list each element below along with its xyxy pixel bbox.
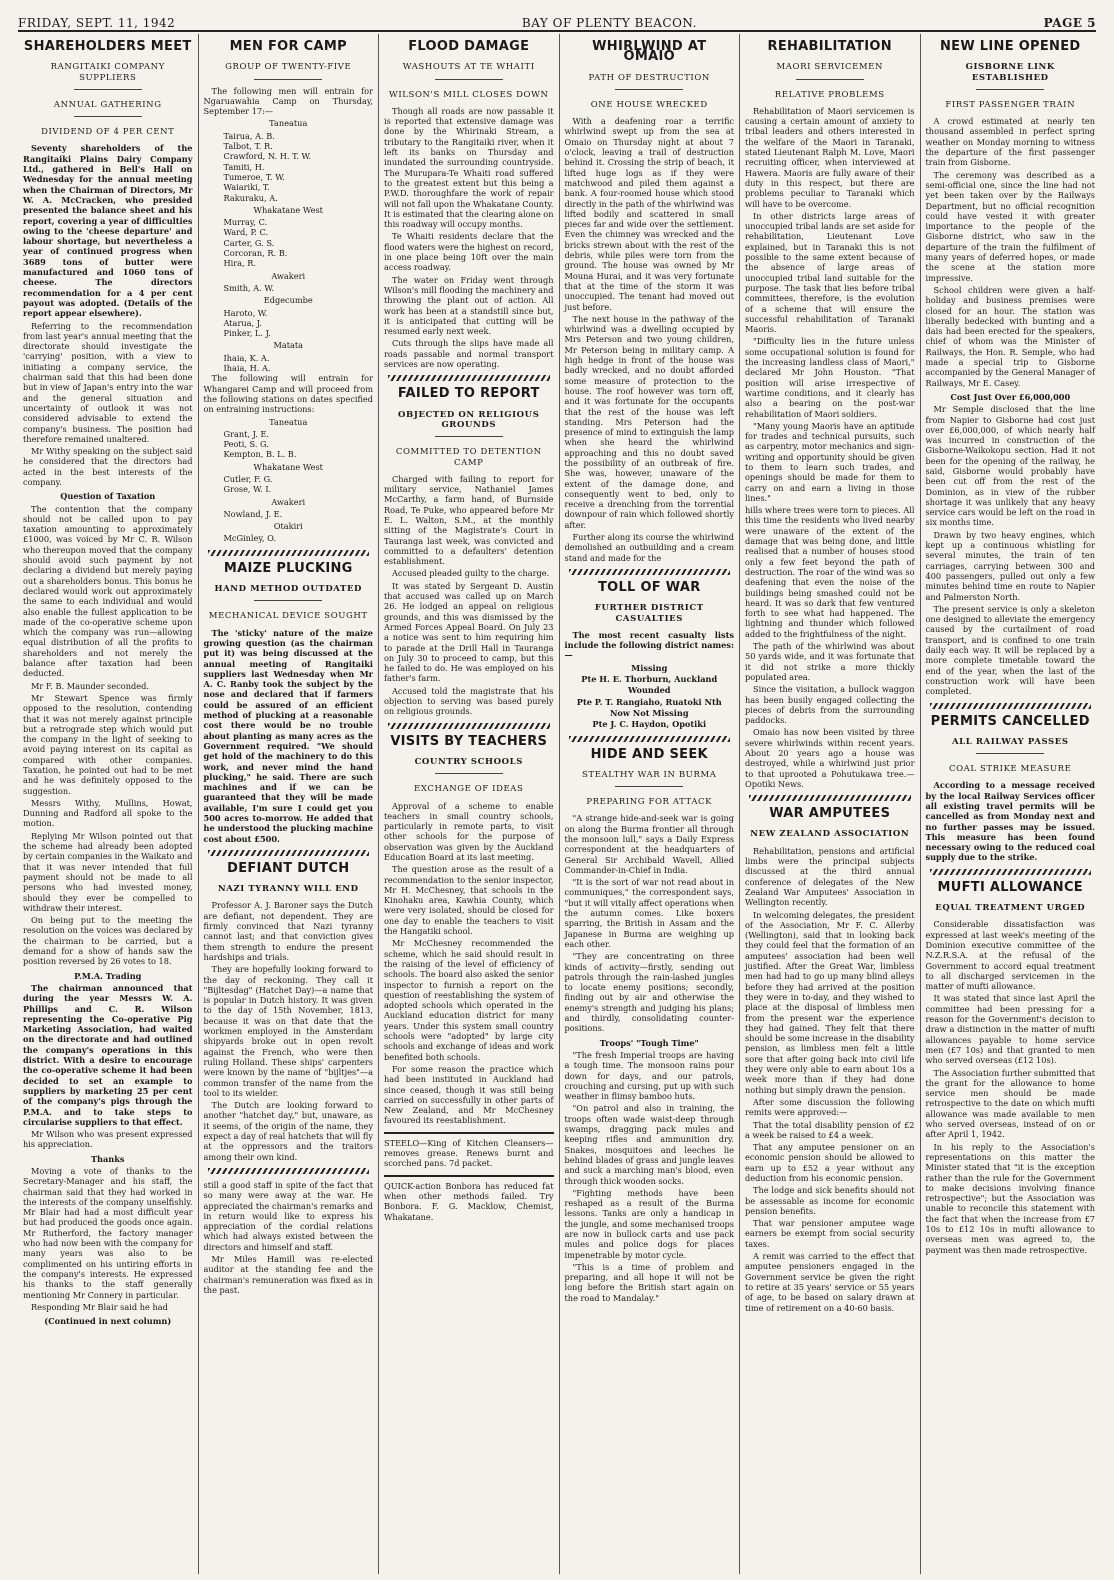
article-new-line-opened: [925, 39, 1096, 697]
divider: [615, 89, 683, 90]
group-heading: Taneatua: [269, 416, 308, 427]
paragraph: Accused told the magistrate that his objection to serving was based purely on religious grounds.: [384, 685, 554, 717]
name: Ward, P. C.: [223, 227, 269, 238]
divider: [388, 375, 550, 381]
group-heading: Otakiri: [273, 521, 303, 532]
divider: [74, 89, 142, 90]
subheadline: EXCHANGE OF IDEAS: [414, 784, 524, 795]
subheadline: ANNUAL GATHERING: [53, 99, 162, 110]
section-subhead: Question of Taxation: [60, 491, 156, 502]
paragraph: Messrs Withy, Mullins, Howat, Dunning and Radford all spoke to the motion.: [23, 797, 193, 829]
group-heading: Awakeri: [271, 270, 306, 281]
paragraph: The contention that the company should not be called upon to pay taxation amounting to approximately £1000, was voiced by Mr C. R. Wilson who thereupon moved that the company should avoid such payment by not declaring a dividend but merely paying out a shareholders bonus. This bonus he declared would work out approximately the same to each individual and would also enable the fullest application to be made of the co-operative scheme upon which the company was run—allowing equal distribution of all the profits to shareholders and not merely the balance after taxation had been deducted.: [23, 503, 193, 679]
paragraph: Seventy shareholders of the Rangitaiki Plains Dairy Company Ltd., gathered in Bell's Hall on Wednesday for the annual meeting when the Chairman of Directors, Mr W. A. McCracken, who presided presented the balance sheet and his report, covering a year of difficulties owing to the 'cheese departure' and labour shortage, but nevertheless a year of continued progress when 3689 tons of butter were manufactured and 1060 tons of cheese. The directors recommendation for a 4 per cent payout was adopted. (Details of the report appear elsewhere).: [23, 143, 193, 319]
section-subhead: P.M.A. Trading: [74, 970, 142, 981]
name: Murray, C.: [223, 217, 268, 228]
divider: [976, 89, 1044, 90]
column-3: [379, 34, 560, 1574]
headline: WAR AMPUTEES: [769, 806, 891, 822]
subheadline: MAORI SERVICEMEN: [776, 62, 884, 73]
paragraph: The chairman announced that during the year Messrs W. A. Phillips and C. R. Wilson representing the Co-operative Pig Marketing Association, had waited on the directorate and had outlined the company's operations in this district. With a desire to encourage the co-operative scheme it had been decided to set an example to suppliers by marketing 25 per cent of the company's pigs through the P.M.A. and to take steps to circularise suppliers to that effect.: [23, 982, 193, 1127]
paragraph: "Difficulty lies in the future unless some occupational solution is found for the increasing landless class of Maori," declared Mr John Houston. "That position will arise irrespective of wartime conditions, and it clearly has also a bearing on the post-war rehabilitation of Maori soldiers.: [745, 336, 915, 419]
name: Grose, W. I.: [223, 484, 272, 495]
casualty-category: Missing: [631, 662, 668, 673]
paragraph: That any amputee pensioner on an economic pension should be allowed to earn up to £52 a year without any deduction from his economic pension.: [745, 1142, 915, 1183]
section-subhead: Troops' "Tough Time": [599, 1037, 699, 1048]
name: Ihaia, H. A.: [223, 363, 271, 374]
masthead: [18, 4, 1096, 32]
subheadline: EQUAL TREATMENT URGED: [935, 903, 1086, 914]
article-flood-damage: [384, 39, 554, 370]
paragraph: "This is a time of problem and preparing, and all hope it will not be long before the British start again on the road to Mandalay.": [564, 1261, 734, 1303]
paragraph: The Dutch are looking forward to another "hatchet day," but, unaware, as it seems, of the origin of the name, they expect a day of real hatchets that will fly at the oppressors and the traitors among their own kind.: [203, 1100, 373, 1162]
paragraph: In other districts large areas of unoccupied tribal lands are set aside for rehabilitation, Lieutenant Love explained, but in Taranaki this is not possible to the same extent because of the absence of large areas of unoccupied tribal land suitable for the purpose. The task that lies before tribal committees, therefore, is the evolution of a scheme that will ensure the successful rehabilitation of Taranaki Maoris.: [745, 210, 915, 335]
divider: [435, 436, 503, 437]
article-men-for-camp: [203, 39, 374, 544]
paragraph: Mr Withy speaking on the subject said he considered that the directors had acted in the best interests of the company.: [23, 446, 193, 487]
paragraph: "On patrol and also in training, the troops often wade waist-deep through swamps, dragging pack mules and keeping rifles and ammunition dry. Snakes, mosquitoes and leeches lie behind blades of grass and jungle leaves and suck a marching man's blood, even through thick wooden socks.: [564, 1103, 734, 1186]
name: Cutler, F. G.: [223, 473, 273, 484]
subheadline: NEW ZEALAND ASSOCIATION: [750, 829, 910, 840]
subheadline: RELATIVE PROBLEMS: [774, 89, 885, 100]
paragraph: Mr McChesney recommended the scheme, which he said should result in the raising of the level of efficiency of schools. The board also asked the senior inspector to furnish a report on the question of reestablishing the system of adopted schools which operated in the Auckland education district for many years. Under this system small country schools were "adopted" by large city schools and exchange of ideas and work benefited both schools.: [384, 938, 554, 1062]
casualty-category: Wounded: [627, 685, 671, 696]
paragraph: They are hopefully looking forward to the day of reckoning. They call it "Bijltesdag" (Hatchet Day)—a name that is popular in Dutch history. It was given to the day of 15th November, 1813, because it was on that date that the workmen employed in the Amsterdam shipyards broke out in open revolt against the French, who were then ruling Holland. These ships' carpenters were known by the name of "bijltjes"—a common transfer of the name from the tool to its wielder.: [203, 964, 373, 1098]
column-1: [18, 34, 199, 1574]
continued-note: (Continued in next column): [44, 1316, 172, 1327]
paper-title: BAY OF PLENTY BEACON.: [521, 16, 697, 30]
subheadline: COAL STRIKE MEASURE: [948, 764, 1072, 775]
paragraph: Mr F. B. Maunder seconded.: [31, 680, 149, 691]
article-whirlwind-at-omaio: [564, 39, 735, 563]
name: Talbot, T. R.: [223, 141, 273, 152]
name: Peoti, S. G.: [223, 439, 269, 450]
paragraph: The path of the whirlwind was about 50 yards wide, and it was fortunate that it did not strike a more thickly populated area.: [745, 641, 915, 682]
name: Ihaia, K. A.: [223, 352, 270, 363]
name: McGinley, O.: [223, 533, 276, 544]
headline: WHIRLWIND AT OMAIO: [592, 39, 707, 65]
name: Grant, J. E.: [223, 428, 270, 439]
article-mufti-allowance: [925, 879, 1096, 1255]
group-heading: Edgecumbe: [263, 295, 313, 306]
group-heading: Awakeri: [271, 496, 306, 507]
paragraph: The present service is only a skeleton one designed to alleviate the emergency caused by the curtailment of road transport, and is confined to one train daily each way. It will be replaced by a more complete timetable toward the end of the year, when the last of the construction work will have been completed.: [925, 603, 1095, 697]
paragraph: The 'sticky' nature of the maize growing question (as the chairman put it) was being discussed at the annual meeting of Rangitaiki suppliers last Wednesday when Mr A. C. Ranby took the subject by the nose and declared that if farmers could be assured of an efficient method of plucking at a reasonable cost there would be no trouble about planting as many acres as the Government required. "We should get hold of the machinery to do this work, and never mind the hand plucking," he said. There are such machines and if we can be guaranteed that they will be made available, I'm sure I could get you 500 acres to-morrow. He added that he understood the plucking machine cost about £500.: [203, 627, 373, 844]
name-list: [204, 283, 374, 293]
name: Smith, A. W.: [223, 282, 274, 293]
headline: DEFIANT DUTCH: [227, 860, 350, 876]
paragraph: The following will entrain for Whangarei Camp and will proceed from the following stations on dates specified on entraining instructions:: [203, 373, 373, 415]
headline: FLOOD DAMAGE: [408, 39, 530, 54]
page-number: PAGE 5: [1043, 16, 1096, 30]
subheadline: OBJECTED ON RELIGIOUS GROUNDS: [398, 409, 540, 430]
name: Rakuraku, A.: [223, 192, 278, 203]
group-heading: Taneatua: [269, 118, 308, 129]
paragraph: For some reason the practice which had been instituted in Auckland had since ceased, though it was still being carried on successfully in other parts of New Zealand, and Mr McChesney favoured its reestablishment.: [384, 1063, 554, 1126]
headline: HIDE AND SEEK: [590, 746, 708, 762]
paragraph: "The fresh Imperial troops are having a tough time. The monsoon rains pour down for days, and our patrols, crouching and cursing, put up with such weather in flimsy bamboo huts.: [564, 1049, 734, 1102]
headline: MUFTI ALLOWANCE: [937, 879, 1083, 895]
ad-text: STEELO—King of Kitchen Cleansers—removes grease. Renews burnt and scorched pans. 7d packet.: [384, 1137, 554, 1169]
subheadline: COUNTRY SCHOOLS: [414, 756, 523, 767]
column-6: [921, 34, 1101, 1574]
article-toll-of-war: [564, 579, 735, 730]
paragraph: In welcoming delegates, the president of the Association, Mr F. C. Allerby (Wellington), said that in looking back they could feel that the formation of an amputees' association had been well justified. After the Great War, limbless men had had to go up many blind alleys before they had arrived at the position they were in to-day, and they wished to place at the disposal of limbless men from the present war the experience they had gained. They felt that there should be some increase in the disability pension, as limbless men felt a little sore that after going back into civil life they were only able to earn about 10s a week more than if they had done nothing but simply drawn the pension.: [745, 909, 915, 1095]
paragraph: Mr Wilson who was present expressed his appreciation.: [23, 1129, 193, 1150]
column-5: [740, 34, 921, 1574]
headline: SHAREHOLDERS MEET: [23, 39, 192, 54]
headline: MEN FOR CAMP: [229, 39, 347, 54]
group-heading: Matata: [273, 340, 304, 351]
paragraph: "A strange hide-and-seek war is going on along the Burma frontier all through the monsoon lull," says a Daily Express correspondent at the headquarters of General Sir Archibald Wavell, Allied Commander-in-Chief in India.: [564, 813, 734, 875]
name: Carter, G. S.: [223, 237, 275, 248]
name: Atarua, J.: [223, 317, 262, 328]
subheadline: FIRST PASSENGER TRAIN: [945, 99, 1076, 110]
name-list: [204, 429, 374, 460]
subheadline: GROUP OF TWENTY-FIVE: [225, 62, 352, 73]
paragraph: Mr Semple disclosed that the line from Napier to Gisborne had cost just over £6,000,000, of which nearly half was incurred in construction of the Gisborne-Waikokopu section. Had it not been for the opening of the railway, he said, Gisborne would probably have been cut off from the rest of the Dominion, as in view of the rubber shortage it was unlikely that any heavy service cars would be left on the road in six months time.: [925, 404, 1095, 528]
paragraph: It was stated by Sergeant D. Austin that accused was called up on March 26. He lodged an appeal on religious grounds, and this was dismissed by the Armed Forces Appeal Board. On July 23 a notice was sent to him requiring him to parade at the Drill Hall in Tauranga on July 30 to proceed to camp, but this he failed to do. He was employed on his father's farm.: [384, 580, 554, 684]
advertisement: [384, 1175, 554, 1222]
paragraph: Rehabilitation of Maori servicemen is causing a certain amount of anxiety to tribal leaders and others interested in the welfare of the Maori in Taranaki, stated Lieutenant Ralph M. Love, Maori recruiting officer, when interviewed at Hawera. Maoris are fully aware of their duty in this respect, but there are problems peculiar to Taranaki which will have to be overcome.: [745, 105, 915, 209]
divider: [435, 79, 503, 80]
paragraph: Cuts through the slips have made all roads passable and normal transport services are now operating.: [384, 338, 554, 370]
advertisement: [384, 1132, 554, 1169]
paragraph: "They are concentrating on three kinds of activity—firstly, sending out patrols through the rain-lashed jungles to locate enemy positions; secondly, finding out by air and otherwise the enemy's strength and judging his plans; and thirdly, consolidating counter-positions.: [564, 951, 734, 1034]
section-subhead: Thanks: [90, 1153, 125, 1164]
headline: MAIZE PLUCKING: [223, 560, 353, 576]
paragraph: Te Whaiti residents declare that the flood waters were the highest on record, in one place being 10ft over the main access roadway.: [384, 231, 554, 273]
paragraph: That the total disability pension of £2 a week be raised to £4 a week.: [745, 1119, 915, 1140]
name: Hira, R.: [223, 258, 257, 269]
paragraph: School children were given a half-holiday and business premises were closed for an hour. The station was liberally bedecked with bunting and a dais had been erected for the speakers, chief of whom was the Minister of Railways, the Hon. R. Semple, who had made a special trip to Gisborne accompanied by the General Manager of Railways, Mr E. Casey.: [925, 284, 1095, 388]
section-subhead: Cost Just Over £6,000,000: [950, 391, 1071, 402]
name-list: [204, 533, 374, 543]
subheadline: STEALTHY WAR IN BURMA: [582, 769, 717, 780]
paragraph: Drawn by two heavy engines, which kept up a continuous whistling for several minutes, the train of ten carriages, carrying between 300 and 400 passengers, pulled out only a few minutes behind time en route to Napier and Palmerston North.: [925, 529, 1095, 602]
paragraph: "Fighting methods have been reshaped as a result of the Burma lessons. Tanks are only a handicap in the jungle, and some mechanised troops are now in bullock carts and use pack mules and police dogs for places impenetrable by motor cycle.: [564, 1187, 734, 1260]
paragraph: Professor A. J. Baroner says the Dutch are defiant, not dependent. They are firmly convinced that Nazi tyranny cannot last; and that conviction gives them strength to endure the present hardships and trials.: [203, 900, 373, 962]
casualty-category: Now Not Missing: [609, 707, 689, 718]
paragraph: Accused pleaded guilty to the charge.: [392, 568, 550, 579]
casualty-name: Pte H. E. Thorburn, Auckland: [581, 674, 718, 685]
subheadline: DIVIDEND OF 4 PER CENT: [41, 127, 175, 138]
subheadline: PREPARING FOR ATTACK: [586, 797, 713, 808]
paragraph: A crowd estimated at nearly ten thousand assembled in perfect spring weather on Monday morning to witness the departure of the first passenger train from Gisborne.: [925, 116, 1095, 168]
article-hide-and-seek: [564, 746, 735, 1304]
name: Haroto, W.: [223, 307, 268, 318]
subheadline: PATH OF DESTRUCTION: [588, 72, 710, 83]
paragraph: The most recent casualty lists include the following district names:—: [564, 629, 734, 661]
paragraph: The question arose as the result of a recommendation to the senior inspector, Mr H. McChesney, that schools in the Kinohaku area, Kawhia County, which were very isolated, should be closed for one day to enable the teachers to visit the Hangatiki school.: [384, 864, 554, 937]
article-permits-cancelled: [925, 713, 1096, 863]
paragraph: The ceremony was described as a semi-official one, since the line had not yet been taken over by the Railways Department, but no official recognition could have vested it with greater importance to the people of the Gisborne district, who saw in the departure of the train the fulfilment of many years of deferred hopes, or made the scene at the station more impressive.: [925, 169, 1095, 283]
divider: [208, 850, 370, 856]
subheadline: WASHOUTS AT TE WHAITI: [402, 62, 535, 73]
headline: FAILED TO REPORT: [397, 386, 540, 402]
columns: [18, 34, 1100, 1574]
subheadline: ALL RAILWAY PASSES: [951, 736, 1069, 747]
subheadline: ONE HOUSE WRECKED: [590, 99, 708, 110]
headline: TOLL OF WAR: [597, 579, 701, 595]
paragraph: "It is the sort of war not read about in communiques," the correspondent says, "but it will vitally affect operations when the autumn comes. Like boxers sparring, the British in Assam and the Japanese in Burma are weighing up each other.: [564, 877, 734, 949]
name: Pinker, L. J.: [223, 328, 271, 339]
casualty-name: Pte P. T. Rangiaho, Ruatoki Nth: [576, 696, 722, 707]
headline: REHABILITATION: [767, 39, 892, 54]
name: Tamiti, H.: [223, 161, 265, 172]
divider: [976, 753, 1044, 754]
article-maize-plucking: [203, 560, 374, 844]
divider: [254, 79, 322, 80]
divider: [615, 786, 683, 787]
headline: PERMITS CANCELLED: [930, 713, 1090, 729]
subheadline: MECHANICAL DEVICE SOUGHT: [208, 611, 368, 622]
name: Tumeroe, T. W.: [223, 171, 285, 182]
paragraph: Further along its course the whirlwind demolished an outbuilding and a cream stand and made for the: [564, 532, 734, 563]
paragraph: The Association further submitted that the grant for the allowance to home service men should be made retrospective to the date on which mufti allowance was made available to men who served overseas, instead of on or after April 1, 1942.: [925, 1067, 1095, 1140]
subheadline: RANGITAIKI COMPANY SUPPLIERS: [50, 62, 165, 83]
divider: [930, 703, 1092, 709]
paragraph: Omaio has now been visited by three severe whirlwinds within recent years. About 20 years ago a house was destroyed, while a whirlwind just prior to that uprooted a Pohutukawa tree.—Opotiki News.: [745, 727, 915, 789]
article-failed-to-report: [384, 386, 554, 717]
paragraph: The following men will entrain for Ngaruawahia Camp on Thursday, September 17:—: [203, 85, 373, 117]
paragraph: Considerable dissatisfaction was expressed at last week's meeting of the Dominion executive committee of the N.Z.R.S.A. at the refusal of the Government to accord equal treatment to all discharged servicemen in the matter of mufti allowance.: [925, 919, 1095, 992]
divider: [930, 869, 1092, 875]
paragraph: Rehabilitation, pensions and artificial limbs were the principal subjects discussed at the third annual conference of delegates of the New Zealand War Amputees' Association in Wellington recently.: [745, 845, 915, 908]
article-visits-by-teachers: [384, 733, 554, 1126]
paragraph: "Many young Maoris have an aptitude for trades and technical pursuits, such as carpentry, motor mechanics and sign-writing and opportunity should be given to them to learn such trades, and openings should be made for them to carry on and earn a living in those lines.": [745, 420, 915, 503]
paragraph: According to a message received by the local Railway Services officer all existing travel permits will be cancelled as from Monday next and no further passes may be issued. This measure has been found necessary owing to the reduced coal supply due to the strike.: [925, 780, 1095, 863]
paragraph: The water on Friday went through Wilson's mill flooding the machinery and throwing the plant out of action. All work has been at a standstill since but, it is anticipated that cutting will be resumed early next week.: [384, 274, 554, 337]
divider: [208, 550, 370, 556]
subheadline: GISBORNE LINK ESTABLISHED: [965, 62, 1055, 83]
column-2: [199, 34, 380, 1574]
divider: [749, 795, 911, 801]
paragraph: The next house in the pathway of the whirlwind was a dwelling occupied by Mrs Peterson and two young children, Mr Peterson being in military camp. A high hedge in front of the house was badly wrecked, and no doubt afforded some measure of protection to the house. The roof however was torn off, and it was fortunate for the occupants that the rest of the house was left standing. Mrs Peterson had the presence of mind to extinguish the lamp when she heard the whirlwind approaching and this no doubt saved the possibility of an outbreak of fire. She was, however, unaware of the extent of the damage done, and consequently went to bed, only to receive a drenching from the torrential downpour of rain which followed shortly after.: [564, 313, 734, 530]
paragraph: Charged with failing to report for military service, Nathaniel James McCarthy, a farm hand, of Burnside Road, Te Puke, who appeared before Mr E. L. Walton, S.M., at the monthly sitting of the Magistrate's Court in Tauranga last week, was convicted and committed to a defaulters' detention establishment.: [384, 473, 554, 567]
paragraph: That war pensioner amputee wage earners be exempt from social security taxes.: [745, 1218, 915, 1249]
article-war-amputees: [745, 806, 915, 1313]
article-rehabilitation: [745, 39, 915, 789]
name: Crawford, N. H. T. W.: [223, 151, 312, 162]
paragraph: It was stated that since last April the committee had been pressing for a reason for the Government's decision to draw a distinction in the matter of mufti allowances payable to home service men (£7 10s) and that granted to men who served overseas (£12 10s).: [925, 993, 1095, 1066]
divider: [254, 600, 322, 601]
paragraph: Moving a vote of thanks to the Secretary-Manager and his staff, the chairman said that they had worked in the interests of the company unselfishly. Mr Blair had had a most difficult year but had produced the goods once again. Mr Rutherford, the factory manager who had now been with the company for many years was also to be complimented on his untiring efforts in the company's interests. He expressed his thanks to the staff generally mentioning Mr Connery in particular.: [23, 1165, 193, 1300]
name-list: [204, 308, 374, 339]
name: Corcoran, R. B.: [223, 248, 288, 259]
column-4: [560, 34, 741, 1574]
divider: [796, 79, 864, 80]
subheadline: NAZI TYRANNY WILL END: [217, 884, 359, 895]
name: Nowland, J. E.: [223, 508, 283, 519]
article-continued-shareholders: [204, 1180, 374, 1295]
subheadline: COMMITTED TO DETENTION CAMP: [395, 447, 542, 468]
name-list: [204, 131, 374, 203]
paragraph: Though all roads are now passable it is reported that extensive damage was done by the Whirinaki Stream, a tributary to the Rangitaiki river, when it left its banks on Thursday and inundated the surrounding countryside. The Murupara-Te Whaiti road suffered to the greatest extent but this being a P.W.D. thoroughfare the work of repair will not fall upon the Whakatane County. It is estimated that the clearing alone on this roadway will occupy months.: [384, 105, 554, 230]
paragraph: Since the visitation, a bullock waggon has been busily engaged collecting the pieces of debris from the surrounding paddocks.: [745, 684, 915, 726]
paragraph: hills where trees were torn to pieces. All this time the residents who lived nearby were unaware of the extent of the damage that was being done, and little realised that a number of houses stood only a few feet beyond the path of destruction. The roar of the wind was so deafening that even the noise of the buildings being smashed could not be heard. It was so dark that few ventured forth to see what had happened. The lightning and thunder which followed added to the frightfulness of the night.: [745, 505, 915, 639]
paragraph: In his reply to the Association's representations on this matter the Minister stated that "it is the exception rather than the rule for the Government to make decisions involving finance retrospective"; but the Association was unable to reconcile this statement with the fact that when the increase from £7 10s to £12 10s in mufti allowance to overseas men was agreed to, the payment was then made retrospective.: [925, 1141, 1095, 1255]
group-heading: Whakatane West: [253, 204, 323, 215]
paragraph: Responding Mr Blair said he had: [31, 1301, 168, 1312]
article-shareholders-meet: [23, 39, 193, 1327]
paragraph: Approval of a scheme to enable teachers in small country schools, particularly in remote parts, to visit other schools for the purpose of observation was given by the Auckland Education Board at its last meeting.: [384, 800, 554, 862]
issue-date: FRIDAY, SEPT. 11, 1942: [18, 16, 176, 30]
paragraph: Referring to the recommendation from last year's annual meeting that the directorate should investigate the 'carrying' position, with a view to initiating a company service, the chairman said that this had been done but in view of Japan's entry into the war and the general situation and uncertainty of outlook it was not considered advisable to extend the company's business. The position had therefore remained unaltered.: [23, 320, 193, 444]
headline: VISITS BY TEACHERS: [390, 733, 548, 749]
name: Waiariki, T.: [223, 182, 270, 193]
name: Kempton, B. L. B.: [223, 449, 297, 460]
divider: [569, 569, 731, 575]
subheadline: HAND METHOD OUTDATED: [214, 584, 363, 595]
headline: NEW LINE OPENED: [939, 39, 1081, 54]
divider: [435, 773, 503, 774]
paragraph: Replying Mr Wilson pointed out that the scheme had already been adopted by certain companies in the Waikato and that it was never intended that full payment should not be made to all persons who had invested money, should they ever be compelled to withdraw their interest.: [23, 830, 193, 913]
paragraph: Mr Miles Hamill was re-elected auditor at the standing fee and the chairman's remuneration was fixed as in the past.: [203, 1253, 373, 1295]
ad-text: QUICK-action Bonbora has reduced fat when other methods failed. Try Bonbora. F. G. Macklow, Chemist, Whakatane.: [384, 1180, 554, 1222]
divider: [74, 116, 142, 117]
name: Tairua, A. B.: [223, 130, 275, 141]
paragraph: The lodge and sick benefits should not be assessable as income for economic pension benefits.: [745, 1185, 915, 1216]
paragraph: With a deafening roar a terrific whirlwind swept up from the sea at Omaio on Thursday night at about 7 o'clock, leaving a trail of destruction behind it. Crossing the strip of beach, it lifted huge logs as if they were matchwood and piled them against a bank. A four-roomed house which stood directly in the path of the whirlwind was lifted bodily and scattered in small pieces far and wide over the settlement. Even the chimney was wrecked and the bricks strewn about with the rest of the debris, while piles were torn from the ground. The house was owned by Mr Mouna Hurai, and it was very fortunate that at the time of the storm it was unoccupied. The tenant had moved out just before.: [564, 116, 734, 312]
paragraph: On being put to the meeting the resolution on the voices was declared by the chairman to be carried, but a demand for a show of hands saw the position reversed by 26 votes to 18.: [23, 915, 193, 967]
name-list: [204, 353, 374, 374]
paragraph: still a good staff in spite of the fact that so many were away at the war. He appreciated the chairman's remarks and in return would like to express his appreciation of the cordial relations which had always existed between the directors and himself and staff.: [203, 1179, 373, 1252]
name-list: [204, 474, 374, 495]
paragraph: After some discussion the following remits were approved:—: [745, 1096, 915, 1118]
casualty-name: Pte J. C. Haydon, Opotiki: [592, 719, 707, 730]
group-heading: Whakatane West: [253, 461, 323, 472]
divider: [208, 1168, 370, 1174]
paragraph: Mr Stewart Spence was firmly opposed to the resolution, contending that it was not merely against principle but a retrograde step which would put the company in the light of seeking to avoid paying interest on its capital as compared with other companies. Taxation, he pointed out had to be met and he was definitely opposed to the suggestion.: [23, 692, 193, 796]
article-defiant-dutch: [203, 860, 374, 1162]
name-list: [204, 509, 374, 519]
divider: [388, 723, 550, 729]
divider: [569, 736, 731, 742]
paragraph: A remit was carried to the effect that amputee pensioners engaged in the Government service be given the right to retire at 35 years' service or 55 years of age, to be based on salary drawn at time of retirement on a 40-60 basis.: [745, 1251, 915, 1313]
name-list: [204, 217, 374, 268]
subheadline: WILSON'S MILL CLOSES DOWN: [388, 89, 549, 100]
subheadline: FURTHER DISTRICT CASUALTIES: [594, 603, 704, 624]
